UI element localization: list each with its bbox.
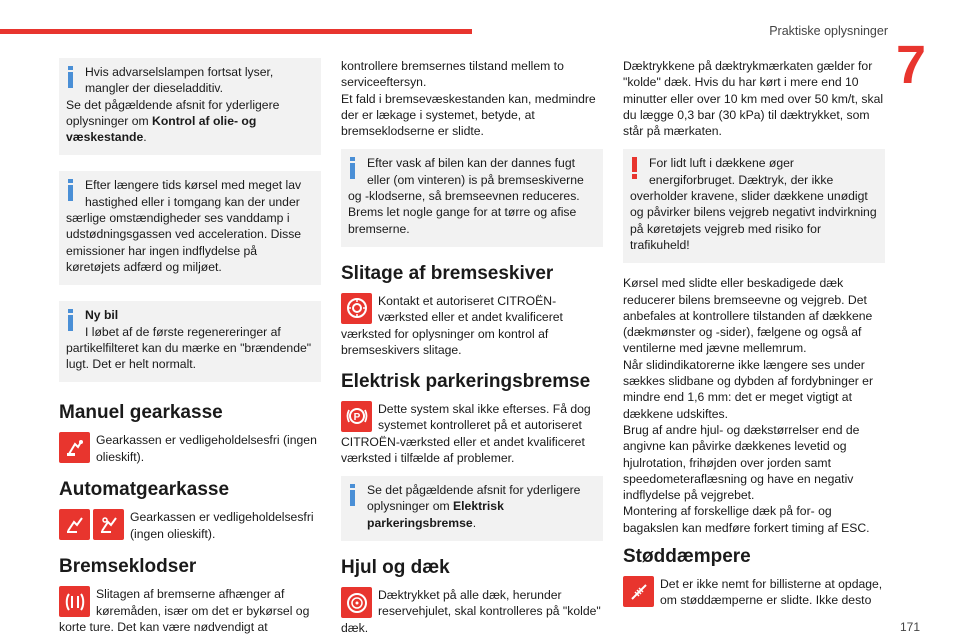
- info-lead: Hvis advarselslampen fortsat lyser, mangler der dieseladditiv.: [85, 65, 274, 96]
- warning-body: overholder kravene, slider dækkene unødigt og påvirker bilens vejgreb negativt indvirkning på køretøjets vejgreb med risiko for trafikuheld!: [630, 189, 877, 252]
- parking-brake-icon: [341, 401, 372, 432]
- info-box-new-car: [59, 301, 321, 382]
- chapter-number: 7: [895, 35, 926, 95]
- wheels-tyres-section: [341, 587, 603, 636]
- heading-brake-discs: Slitage af bremseskiver: [341, 262, 554, 284]
- info-lead: I løbet af de første regenereringer af: [85, 324, 281, 339]
- svg-text:P: P: [353, 412, 360, 424]
- automatic-gearbox-text: Gearkassen er vedligeholdelsesfri (ingen olieskift).: [130, 510, 314, 541]
- worn-tyres-text: Kørsel med slidte eller beskadigede dæk reducerer bilens bremseevne og vejgreb. Det anbefales at kontrollere tilstanden af dækkene (dækmønster og -sider), fælgene og også af ventilerne med jævne mellemrum. Når slidindikatorerne ikke længere ses under sækkes slidbane og dybden af fordybninger er mindre end 1,6 mm: det er meget vigtigt at dækkene udskiftes. Brug af andre hjul- og dækstørrelser end de angivne kan påvirke dækkenes levetid og hjulrotation, frihøjden over jorden samt speedometeraflæsning og have en negativ indflydelse på vejgrebet. Montering af forskellige dæk på for- og bagakslen kan medføre forkert timing af ESC.: [623, 276, 873, 535]
- brake-discs-lead: Kontakt et autoriseret CITROËN-værksted eller et andet kvalificeret: [378, 293, 563, 325]
- brake-disc-icon: [341, 293, 372, 324]
- page-number: 171: [899, 620, 920, 634]
- info-body: partikelfilteret kan du mærke en "brændende" lugt. Det er helt normalt.: [66, 340, 312, 372]
- column-3: [623, 58, 885, 619]
- shock-absorbers-section: [623, 576, 885, 609]
- heading-manual-gearbox: Manuel gearkasse: [59, 402, 223, 424]
- brake-discs-section: [341, 293, 603, 359]
- parking-brake-lead: Dette system skal ikke efterses. Få dog systemet kontrolleret på et autoriseret: [378, 401, 591, 432]
- chapter-title: Praktiske oplysninger: [769, 24, 888, 38]
- info-lead: Efter længere tids kørsel med meget lav hastighed eller i tomgang kan der under: [85, 178, 302, 209]
- brake-pads-body: korte ture. Det kan være nødvendigt at: [59, 620, 268, 635]
- info-icon: [68, 66, 73, 88]
- tyre-pressure-text: Dæktrykkene på dæktrykmærkaten gælder for "kolde" dæk. Hvis du har kørt i mere end 10 minutter eller over 10 km med over 50 km/t, skal du lægge 0,3 bar (30 kPa) til dæktrykket, som står på mærkaten.: [623, 59, 884, 139]
- heading-parking-brake: Elektrisk parkeringsbremse: [341, 370, 591, 392]
- info-icon: [350, 484, 355, 506]
- heading-automatic-gearbox: Automatgearkasse: [59, 479, 230, 501]
- header-accent-bar: [0, 29, 472, 34]
- brake-check-text: kontrollere bremsernes tilstand mellem to serviceeftersyn. Et fald i bremsevæskestanden kan, medmindre der er lækage i systemet, betyde, at bremseklodserne er slidte.: [341, 59, 596, 139]
- parking-brake-section: [341, 401, 603, 467]
- column-2: [341, 58, 603, 640]
- tyre-icon: [341, 587, 372, 618]
- warning-lead: For lidt luft i dækkene øger energiforbruget. Dæktryk, der ikke: [649, 156, 834, 187]
- manual-gearbox-icon: [59, 432, 90, 463]
- manual-gearbox-section: [59, 432, 321, 465]
- info-body: Se det pågældende afsnit for yderligere oplysninger om Kontrol af olie- og væskestande.: [66, 97, 280, 145]
- heading-wheels-tyres: Hjul og dæk: [341, 557, 450, 579]
- shock-absorbers-lead: Det er ikke nemt for billisterne at opdage, om støddæmperne er slidte. Ikke desto: [660, 577, 883, 608]
- info-lead: Efter vask af bilen kan der dannes fugt eller (om vinteren) is på bremseskiverne: [367, 156, 584, 187]
- info-heading: Ny bil: [85, 308, 119, 323]
- info-box-additive: [59, 58, 321, 155]
- parking-brake-body: CITROËN-værksted eller et andet kvalificeret værksted i tilfælde af problemer.: [341, 434, 585, 465]
- info-box-steam: [59, 171, 321, 285]
- heading-brake-pads: Bremseklodser: [59, 556, 197, 578]
- shock-absorber-icon: [623, 576, 654, 607]
- warning-box-tyre-pressure: [623, 149, 885, 263]
- brake-pads-section: [59, 586, 321, 635]
- automatic-gearbox-icon: [59, 509, 90, 540]
- heading-shock-absorbers: Støddæmpere: [623, 546, 751, 568]
- brake-pads-lead: Slitagen af bremserne afhænger af køremåden, især om det er bykørsel og: [96, 587, 310, 618]
- info-icon: [68, 309, 73, 331]
- info-icon: [350, 157, 355, 179]
- brake-pads-icon: [59, 586, 90, 617]
- brake-discs-body: værksted for oplysninger om kontrol af bremseskivers slitage.: [341, 326, 549, 358]
- info-lead: Se det pågældende afsnit for yderligere oplysninger om Elektrisk parkeringsbremse.: [367, 483, 581, 530]
- info-body: og -klodserne, så bremseevnen reduceres. Brems let nogle gange for at tørre og afise bremserne.: [348, 189, 580, 236]
- wheels-tyres-body: dæk.: [341, 621, 369, 636]
- manual-gearbox-text: Gearkassen er vedligeholdelsesfri (ingen olieskift).: [96, 433, 317, 464]
- info-body: særlige omstændigheder ses vanddamp i udstødningsgassen ved acceleration. Disse emissioner har ingen indflydelse på køretøjets adfærd og miljøet.: [66, 211, 302, 274]
- info-box-washing: [341, 149, 603, 246]
- automatic-gearbox-icon-2: [93, 509, 124, 540]
- info-icon: [68, 179, 73, 201]
- automatic-gearbox-section: [59, 509, 321, 542]
- wheels-tyres-lead: Dæktrykket på alle dæk, herunder reservehjulet, skal kontrolleres på "kolde": [378, 588, 601, 619]
- column-1: [59, 58, 321, 640]
- info-box-parking-brake: [341, 476, 603, 541]
- warning-icon: [632, 157, 637, 179]
